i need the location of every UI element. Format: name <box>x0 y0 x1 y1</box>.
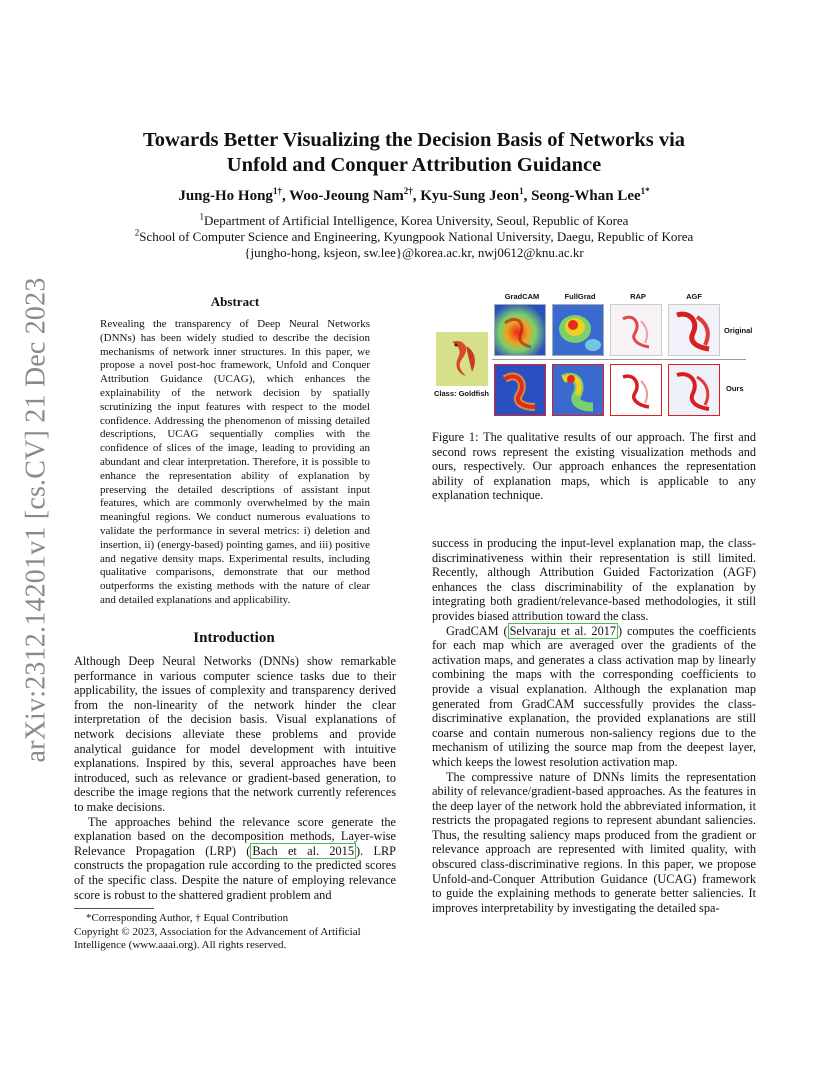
right-paragraph-3: The compressive nature of DNNs limits the representation ability of relevance/gradient-based approaches. As the features in the deep layer of the network hold the abbreviated information, it restricts the propagated regions to represent abundant saliencies. Thus, the resulting saliency maps produced from the gradient or relevance approach are represented with limited quality, with obscured class-discriminative regions. In this paper, we propose Unfold-and-Conquer Attribution Guidance (UCAG) framework to guide the explaining methods to generate better saliencies. It improves interpretability by investigating the detailed spa- <box>432 769 756 915</box>
introduction-heading: Introduction <box>193 630 275 646</box>
right-paragraph-1: success in producing the input-level explanation map, the class-discriminativeness within their representation is still limited. Recently, although Attribution Guided Factorization (AGF) enhances the class discriminability of the explanation by integrating both gradient/relevance-based methodologies, it still provides biased attribution toward the class. <box>432 536 756 623</box>
input-class-label: Class: Goldfish <box>434 389 490 398</box>
column-label-agf: AGF <box>686 292 702 301</box>
title-line-1: Towards Better Visualizing the Decision Basis of Networks via <box>142 129 686 151</box>
fullgrad-original-map <box>552 304 604 356</box>
gradcam-ours-map <box>494 364 546 416</box>
agf-original-map <box>668 304 720 356</box>
author: Woo-Jeoung Nam$^{2\dagger}$ <box>289 186 413 204</box>
citation-link[interactable]: Selvaraju et al. 2017 <box>509 623 617 638</box>
intro-paragraph-1: Although Deep Neural Networks (DNNs) show remarkable performance in various computer science tasks due to their applicability, the issues of complexity and transparency derived from the non-linearity of the network hinder the clear interpretation of the decision basis. Visual explanations of network decisions alleviate these problems and provide analytical guidance for model development with intuitive explanations. Inspired by this, several approaches have been introduced, such as relevance or gradient-based generation, to describe the image regions that the network currently references to make decisions. <box>74 654 396 814</box>
column-label-gradcam: GradCAM <box>504 292 540 301</box>
abstract-text: Revealing the transparency of Deep Neural Networks (DNNs) has been widely studied to describe the decision mechanisms of network inner structures. In this paper, we propose a novel post-hoc framework, Unfold and Conquer Attribution Guidance (UCAG), which enhances the explainability of the network decision by spatially scrutinizing the input features with respect to the model confidence. Addressing the phenomenon of missing detailed descriptions, UCAG sequentially complies with the confidence of slices of the image, leading to providing an abundant and clear interpretation. Therefore, it is possible to enhance the representation ability of explanation by preserving the detailed descriptions of assistant input features, which are commonly overwhelmed by the main meaningful regions. We conduct numerous evaluations to validate the performance in several metrics: i) deletion and insertion, ii) (energy-based) pointing games, and iii) positive and negative density maps. Experimental results, including qualitative comparisons, demonstrate that our method outperforms the existing methods with the nature of clear and detailed explanations and applicability. <box>100 318 370 606</box>
title-line-2: Unfold and Conquer Attribution Guidance <box>226 154 602 176</box>
row-label-original: Original <box>724 326 753 335</box>
column-label-fullgrad: FullGrad <box>564 292 596 301</box>
figure-row-divider <box>492 359 746 360</box>
citation-link[interactable]: Bach et al. 2015 <box>252 843 354 858</box>
footnotes <box>74 912 396 953</box>
abstract-heading: Abstract <box>210 294 260 309</box>
author-list: Jung-Ho Hong$^{1\dagger}$, Woo-Jeoung Nam$^{2\dagger}$, Kyu-Sung Jeon$^1$, Seong-Whan Lee$^{1*}$ <box>178 186 650 204</box>
author: Seong-Whan Lee$^{1*}$ <box>531 186 650 204</box>
rap-original-map <box>610 304 662 356</box>
row-label-ours: Ours <box>726 384 744 393</box>
author-emails: {jungho-hong, ksjeon, sw.lee}@korea.ac.kr, nwj0612@knu.ac.kr <box>244 245 584 260</box>
paper-title <box>100 128 728 178</box>
left-column-body <box>74 654 396 902</box>
gradcam-original-map <box>494 304 546 356</box>
figure-1 <box>432 286 762 428</box>
fullgrad-ours-map <box>552 364 604 416</box>
rap-ours-map <box>610 364 662 416</box>
right-column-body <box>432 536 756 915</box>
affiliation-1: $^1$Department of Artificial Intelligence, Korea University, Seoul, Republic of Korea <box>199 211 629 228</box>
input-image-goldfish <box>436 332 488 386</box>
footnote-corresponding: *Corresponding Author, † Equal Contribution <box>86 912 289 924</box>
author: Jung-Ho Hong$^{1\dagger}$ <box>178 186 282 204</box>
right-paragraph-2: GradCAM ( Selvaraju et al. 2017 ) computes the coefficients for each map which are averaged over the gradients of the activation maps, and generates a class activation map by linearly combining the maps with the corresponding coefficients to provide a visual explanation. Although the explanation map generated from GradCAM successfully provides the class-discriminative explanation, the provided explanations are still coarse and contain numerous non-saliency regions due to the mechanism of utilizing the source map from the deepest layer, which keeps the lowest resolution activation map. <box>432 623 756 769</box>
arxiv-identifier-text: arXiv:2312.14201v1 [cs.CV] 21 Dec 2023 <box>21 277 53 763</box>
column-label-rap: RAP <box>630 292 646 301</box>
affiliation-2: $^2$School of Computer Science and Engineering, Kyungpook National University, Daegu, Republic of Korea <box>134 227 694 244</box>
footnote-divider <box>74 908 154 909</box>
footnote-copyright: Copyright © 2023, Association for the Advancement of Artificial Intelligence (www.aaai.org). All rights reserved. <box>74 925 361 951</box>
figure-1-caption: Figure 1: The qualitative results of our approach. The first and second rows represent the existing visualization methods and ours, respectively. Our approach enhances the representation ability of explanation maps, which is applicable to any explanation technique. <box>432 430 756 503</box>
arxiv-identifier <box>21 277 53 763</box>
agf-ours-map <box>668 364 720 416</box>
intro-paragraph-2: The approaches behind the relevance score generate the explanation based on the decomposition methods, Layer-wise Relevance Propagation (LRP) ( Bach et al. 2015 ). LRP constructs the propagation rule according to the predicted scores of the specific class. Despite the nature of employing relevance score is robust to the shattered gradient problem and <box>74 814 396 902</box>
author: Kyu-Sung Jeon$^1$ <box>420 186 524 204</box>
